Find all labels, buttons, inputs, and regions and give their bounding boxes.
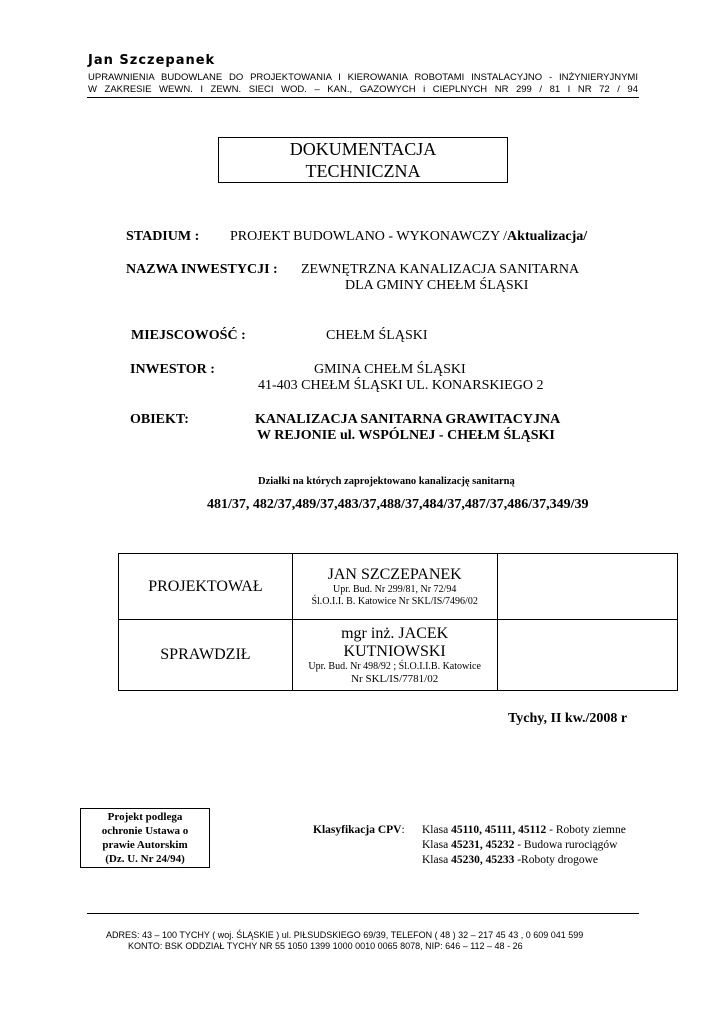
object-label: OBIEKT: [130, 412, 189, 427]
object-line-2: W REJONIE ul. WSPÓLNEJ - CHEŁM ŚLĄSKI [257, 428, 555, 443]
cpv-row-desc: - Roboty ziemne [546, 824, 626, 836]
cpv-row [422, 854, 598, 866]
location-label: MIEJSCOWOŚĆ : [131, 328, 246, 343]
copyright-line-2: ochronie Ustawa o [101, 825, 189, 837]
stage-value [230, 229, 587, 245]
investor-line-1: GMINA CHEŁM ŚLĄSKI [314, 362, 466, 377]
checker-cell [292, 620, 497, 691]
cpv-row-prefix: Klasa [422, 824, 452, 836]
cpv-row [422, 839, 617, 851]
investor-label: INWESTOR : [130, 362, 215, 377]
document-title-line-1: DOKUMENTACJA [289, 139, 437, 159]
stage-value-text: PROJEKT BUDOWLANO - WYKONAWCZY / [230, 229, 508, 244]
cpv-label-text: Klasyfikacja CPV [313, 824, 402, 836]
license-line-1: UPRAWNIENIA BUDOWLANE DO PROJEKTOWANIA I KIEROWANIA ROBOTAMI INSTALACYJNO - INŻYNIERYJNYMI [88, 72, 638, 83]
stage-label: STADIUM : [126, 229, 200, 244]
author-name: Jan Szczepanek [88, 53, 216, 68]
investment-label: NAZWA INWESTYCJI : [126, 262, 278, 277]
investment-line-1: ZEWNĘTRZNA KANALIZACJA SANITARNA [301, 262, 580, 277]
designer-name: JAN SZCZEPANEK [327, 565, 462, 583]
cpv-row-codes: 45231, 45232 [451, 839, 515, 851]
checker-signature-cell [497, 620, 678, 691]
checker-name-2: KUTNIOWSKI [343, 643, 446, 660]
document-title-line-2: TECHNICZNA [305, 161, 421, 181]
plots-intro: Działki na których zaprojektowano kanalizację sanitarną [258, 476, 515, 487]
cpv-row-codes: 45230, 45233 [451, 854, 515, 866]
cpv-row-desc: - Budowa rurociągów [514, 839, 618, 851]
header-divider [87, 97, 639, 98]
footer-divider [87, 913, 639, 914]
designer-cell [292, 554, 497, 620]
checker-credentials-1: Upr. Bud. Nr 498/92 ; Śl.O.I.I.B. Katowice [308, 661, 481, 672]
location-value: CHEŁM ŚLĄSKI [326, 328, 428, 343]
cpv-row-desc: -Roboty drogowe [514, 854, 598, 866]
checker-name-1: mgr inż. JACEK [341, 625, 449, 642]
designer-credentials-2: Śl.O.I.I. B. Katowice Nr SKL/IS/7496/02 [311, 595, 478, 607]
copyright-notice-box [80, 808, 210, 868]
checked-label: SPRAWDZIŁ [119, 620, 293, 691]
cpv-label-colon: : [401, 824, 405, 836]
license-line-2: W ZAKRESIE WEWN. I ZEWN. SIECI WOD. – KAN., GAZOWYCH i CIEPLNYCH NR 299 / 81 I NR 72 / 94 [88, 84, 638, 95]
footer-address: ADRES: 43 – 100 TYCHY ( woj. ŚLĄSKIE ) ul. PIŁSUDSKIEGO 69/39, TELEFON ( 48 ) 32 – 217 45 43 , 0 609 041 599 [106, 930, 584, 940]
designed-row [119, 554, 678, 620]
cpv-row [422, 824, 626, 836]
object-line-1: KANALIZACJA SANITARNA GRAWITACYJNA [255, 412, 561, 427]
cpv-row-prefix: Klasa [422, 854, 452, 866]
investment-line-2: DLA GMINY CHEŁM ŚLĄSKI [345, 278, 529, 293]
cpv-label [313, 824, 405, 836]
designer-credentials-1: Upr. Bud. Nr 299/81, Nr 72/94 [332, 583, 457, 595]
investor-line-2: 41-403 CHEŁM ŚLĄSKI UL. KONARSKIEGO 2 [258, 378, 544, 393]
stage-value-update: Aktualizacja/ [507, 229, 588, 244]
cpv-row-prefix: Klasa [422, 839, 452, 851]
checker-credentials-2: Nr SKL/IS/7781/02 [351, 673, 439, 685]
copyright-line-3: prawie Autorskim [102, 839, 188, 851]
document-title-box [218, 137, 508, 183]
designer-signature-cell [497, 554, 678, 620]
signature-table [118, 553, 678, 691]
cpv-row-codes: 45110, 45111, 45112 [451, 824, 547, 836]
copyright-line-1: Projekt podlega [107, 811, 183, 823]
designed-label: PROJEKTOWAŁ [119, 554, 293, 620]
copyright-line-4: (Dz. U. Nr 24/94) [105, 853, 185, 865]
plots-numbers: 481/37, 482/37,489/37,483/37,488/37,484/37,487/37,486/37,349/39 [207, 497, 589, 512]
checked-row [119, 620, 678, 691]
place-date: Tychy, II kw./2008 r [508, 711, 628, 726]
footer-account: KONTO: BSK ODDZIAŁ TYCHY NR 55 1050 1399 1000 0010 0065 8078, NIP: 646 – 112 – 48 - 26 [128, 941, 523, 951]
